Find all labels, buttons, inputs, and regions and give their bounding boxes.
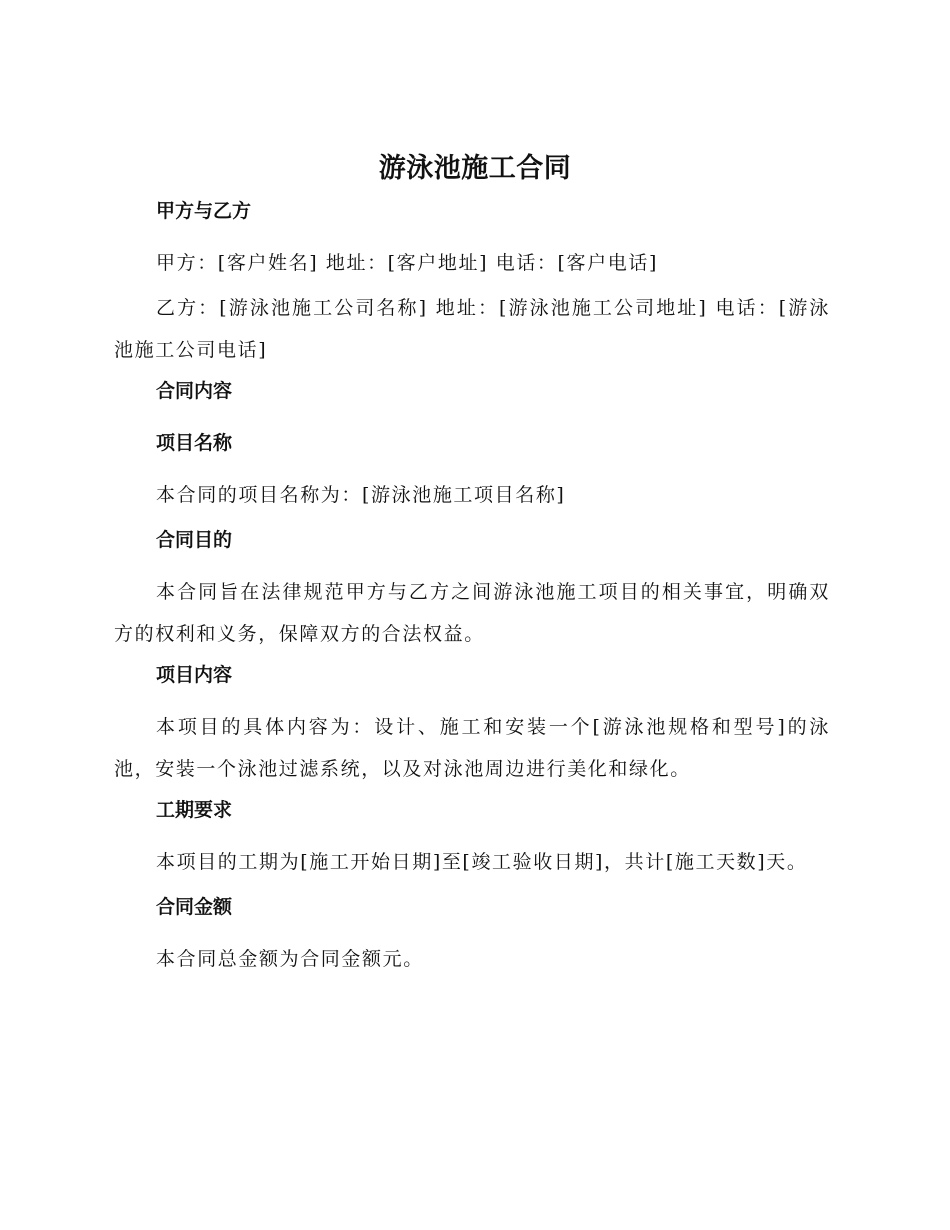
party-b-paragraph: 乙方：[游泳池施工公司名称] 地址：[游泳池施工公司地址] 电话：[游泳池施工公司电话] [114, 297, 830, 361]
contract-purpose-paragraph: 本合同旨在法律规范甲方与乙方之间游泳池施工项目的相关事宜，明确双方的权利和义务，保障双方的合法权益。 [114, 581, 830, 645]
section-heading-project-name: 项目名称 [156, 432, 233, 454]
section-heading-parties: 甲方与乙方 [156, 200, 252, 222]
schedule-paragraph: 本项目的工期为[施工开始日期]至[竣工验收日期]，共计[施工天数]天。 [156, 851, 808, 873]
document-title: 游泳池施工合同 [378, 153, 572, 184]
section-heading-schedule: 工期要求 [156, 799, 233, 821]
party-a-paragraph: 甲方：[客户姓名] 地址：[客户地址] 电话：[客户电话] [156, 252, 658, 274]
document-body [114, 196, 830, 989]
project-content-paragraph: 本项目的具体内容为：设计、施工和安装一个[游泳池规格和型号]的泳池，安装一个泳池过滤系统，以及对泳池周边进行美化和绿化。 [114, 716, 830, 780]
contract-amount-paragraph: 本合同总金额为合同金额元。 [156, 948, 424, 970]
project-name-paragraph: 本合同的项目名称为：[游泳池施工项目名称] [156, 484, 566, 506]
section-heading-contract-amount: 合同金额 [156, 896, 233, 918]
section-heading-project-content: 项目内容 [156, 664, 233, 686]
section-heading-contract-content: 合同内容 [156, 380, 233, 402]
section-heading-contract-purpose: 合同目的 [156, 529, 233, 551]
